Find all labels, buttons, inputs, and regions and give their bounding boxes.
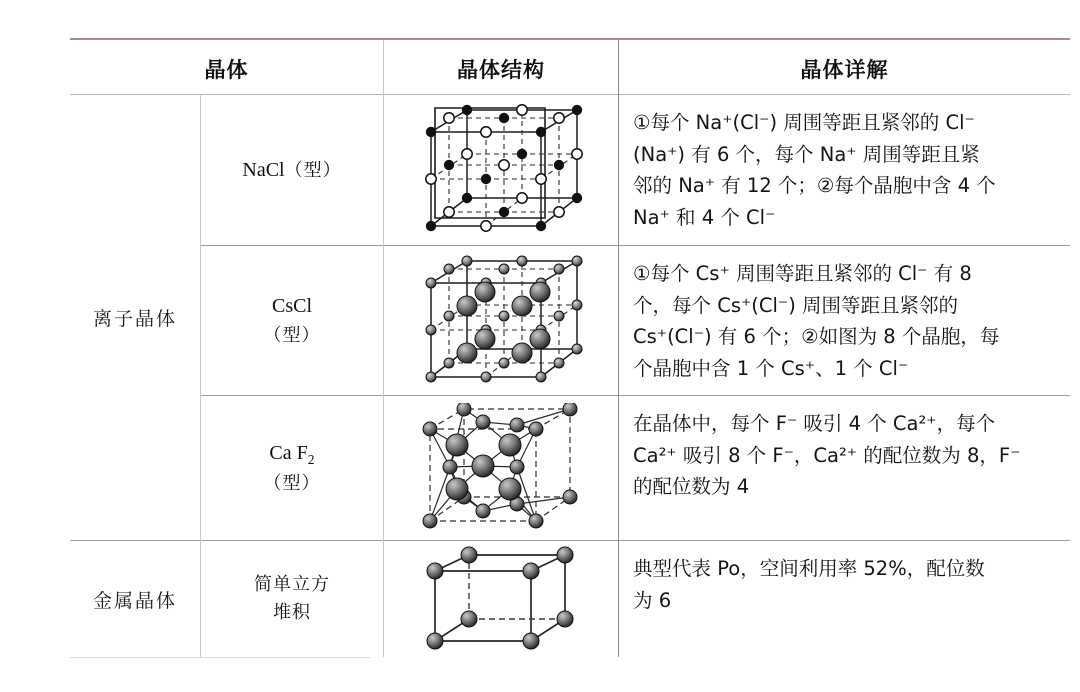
header-structure: 晶体结构	[457, 58, 545, 82]
crystal-name-cscl	[201, 246, 383, 395]
group-label-metal: 金属晶体	[92, 589, 177, 612]
crystal-name-caf2-suffix: （型）	[263, 473, 321, 495]
detail-nacl-text: ①每个 Na⁺(Cl⁻) 周围等距且紧邻的 Cl⁻ (Na⁺) 有 6 个，每个 Na⁺ 周围等距且紧 邻的 Na⁺ 有 12 个；②每个晶胞中含 4 个 Na⁺ 和 4 个 Cl⁻	[633, 111, 996, 229]
structure-figure-simple-cubic	[384, 541, 618, 657]
crystal-name-cscl-formula: CsCl	[271, 295, 313, 318]
crystal-name-simple-cubic-line2: 堆积	[273, 602, 311, 623]
crystal-name-caf2	[201, 396, 383, 540]
nacl-lattice-icon	[401, 102, 601, 238]
caf2-fluorite-lattice-icon	[404, 403, 598, 533]
crystal-name-simple-cubic	[201, 541, 383, 657]
detail-cscl	[619, 246, 1070, 395]
crystal-structure-table	[70, 38, 1070, 658]
crystal-name-simple-cubic-line1: 简单立方	[254, 574, 330, 596]
crystal-name-nacl-text: NaCl（型）	[242, 158, 342, 181]
table-bottom-border	[70, 657, 370, 658]
crystal-name-caf2-formula: Ca $F_2$	[269, 442, 315, 468]
structure-figure-cscl	[384, 246, 618, 395]
detail-simple-cubic	[619, 541, 1070, 657]
structure-figure-caf2	[384, 396, 618, 540]
crystal-name-cscl-suffix: （型）	[263, 325, 321, 347]
structure-figure-nacl	[384, 95, 618, 245]
header-crystal: 晶体	[204, 58, 249, 82]
detail-cscl-text: ①每个 Cs⁺ 周围等距且紧邻的 Cl⁻ 有 8 个，每个 Cs⁺(Cl⁻) 周围等距且紧邻的 Cs⁺(Cl⁻) 有 6 个；②如图为 8 个晶胞，每 个晶胞中含 1 个 Cs⁺、1 个 Cl⁻	[633, 262, 1000, 380]
detail-caf2	[619, 396, 1070, 540]
group-label-ionic: 离子晶体	[92, 308, 177, 330]
cscl-lattice-icon	[401, 253, 601, 389]
crystal-name-nacl	[201, 95, 383, 245]
detail-caf2-text: 在晶体中，每个 F⁻ 吸引 4 个 Ca²⁺，每个 Ca²⁺ 吸引 8 个 F⁻，Ca²⁺ 的配位数为 8，F⁻ 的配位数为 4	[633, 412, 1021, 499]
detail-nacl	[619, 95, 1070, 245]
header-detail: 晶体详解	[800, 58, 889, 82]
table-top-border	[70, 38, 1070, 40]
detail-simple-cubic-text: 典型代表 Po，空间利用率 52%，配位数 为 6	[633, 557, 985, 612]
simple-cubic-lattice-icon	[413, 545, 589, 653]
